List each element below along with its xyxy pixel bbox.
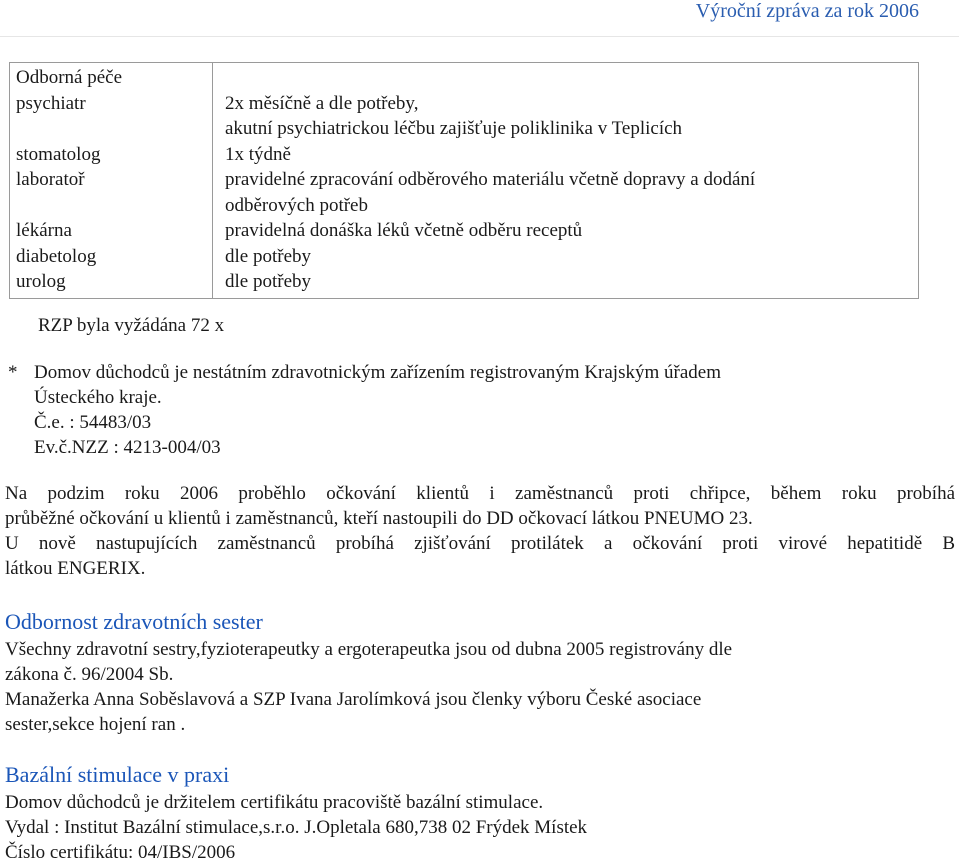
table-cell-line: pravidelná donáška léků včetně odběru receptů — [225, 220, 583, 241]
paragraph-line: sester,sekce hojení ran . — [5, 714, 186, 735]
table-cell-line: odběrových potřeb — [225, 194, 368, 216]
table-cell-line: dle potřeby — [225, 245, 312, 267]
note-line: Ústeckého kraje. — [34, 387, 162, 408]
table-cell-line: 2x měsíčně a dle potřeby, — [225, 92, 419, 114]
table-row — [10, 167, 919, 218]
note-line: Ev.č.NZZ : 4213-004/03 — [34, 437, 221, 458]
table-cell-value — [213, 244, 919, 270]
table-row — [10, 63, 919, 91]
asterisk-marker: * — [8, 362, 18, 383]
report-header-title: Výroční zpráva za rok 2006 — [695, 0, 919, 22]
table-row — [10, 218, 919, 244]
paragraph-line: Číslo certifikátu: 04/IBS/2006 — [5, 842, 236, 863]
table-cell-label: lékárna — [10, 218, 213, 244]
paragraph-line: průběžné očkování u klientů i zaměstnanců, kteří nastoupili do DD očkovací látkou PNEUMO 23. — [5, 508, 753, 529]
header-divider — [0, 36, 959, 37]
table-cell-label: laboratoř — [10, 167, 213, 218]
registration-note — [8, 360, 721, 460]
table-cell-line: akutní psychiatrickou léčbu zajišťuje poliklinika v Teplicích — [225, 118, 683, 139]
table-row — [10, 244, 919, 270]
paragraph-line: látkou ENGERIX. — [5, 558, 146, 579]
vaccination-paragraph — [5, 481, 955, 581]
section-title-stimulation: Bazální stimulace v praxi — [5, 762, 230, 787]
table-cell-value — [213, 91, 919, 142]
table-cell-label: stomatolog — [10, 142, 213, 168]
paragraph-line: Na podzim roku 2006 proběhlo očkování klientů i zaměstnanců proti chřipce, během roku probíhá — [5, 483, 955, 504]
paragraph-line: Vydal : Institut Bazální stimulace,s.r.o. J.Opletala 680,738 02 Frýdek Místek — [5, 817, 588, 838]
section-title-nurses: Odbornost zdravotních sester — [5, 609, 263, 634]
paragraph-line: U nově nastupujících zaměstnanců probíhá zjišťování protilátek a očkování proti virové hepatitidě B — [5, 533, 955, 554]
note-line — [8, 360, 721, 385]
table-cell-value — [213, 142, 919, 168]
paragraph-line: Manažerka Anna Soběslavová a SZP Ivana Jarolímková jsou členky výboru České asociace — [5, 689, 702, 710]
table-row — [10, 142, 919, 168]
table-cell-value — [213, 167, 919, 218]
table-cell-label: urolog — [10, 269, 213, 298]
paragraph-line: Domov důchodců je držitelem certifikátu pracoviště bazální stimulace. — [5, 792, 544, 813]
table-cell-line: 1x týdně — [225, 143, 291, 165]
table-row — [10, 269, 919, 298]
table-row — [10, 91, 919, 142]
table-cell-line: pravidelné zpracování odběrového materiálu včetně dopravy a dodání — [225, 169, 756, 190]
table-cell-label: psychiatr — [10, 91, 213, 142]
note-line: Č.e. : 54483/03 — [34, 412, 152, 433]
stimulation-paragraph — [5, 790, 955, 865]
paragraph-line: Všechny zdravotní sestry,fyzioterapeutky a ergoterapeutka jsou od dubna 2005 registrovány dle — [5, 639, 733, 660]
table-cell-value — [213, 269, 919, 298]
table-cell-label: diabetolog — [10, 244, 213, 270]
paragraph-line: zákona č. 96/2004 Sb. — [5, 664, 174, 685]
table-cell-value — [213, 218, 919, 244]
rzp-count-text: RZP byla vyžádána 72 x — [38, 315, 225, 336]
note-text: Domov důchodců je nestátním zdravotnickým zařízením registrovaným Krajským úřadem — [34, 362, 721, 383]
nurses-paragraph — [5, 637, 955, 737]
specialist-care-table — [9, 62, 919, 299]
table-heading: Odborná péče — [10, 63, 213, 91]
table-cell-line: dle potřeby — [225, 271, 312, 292]
